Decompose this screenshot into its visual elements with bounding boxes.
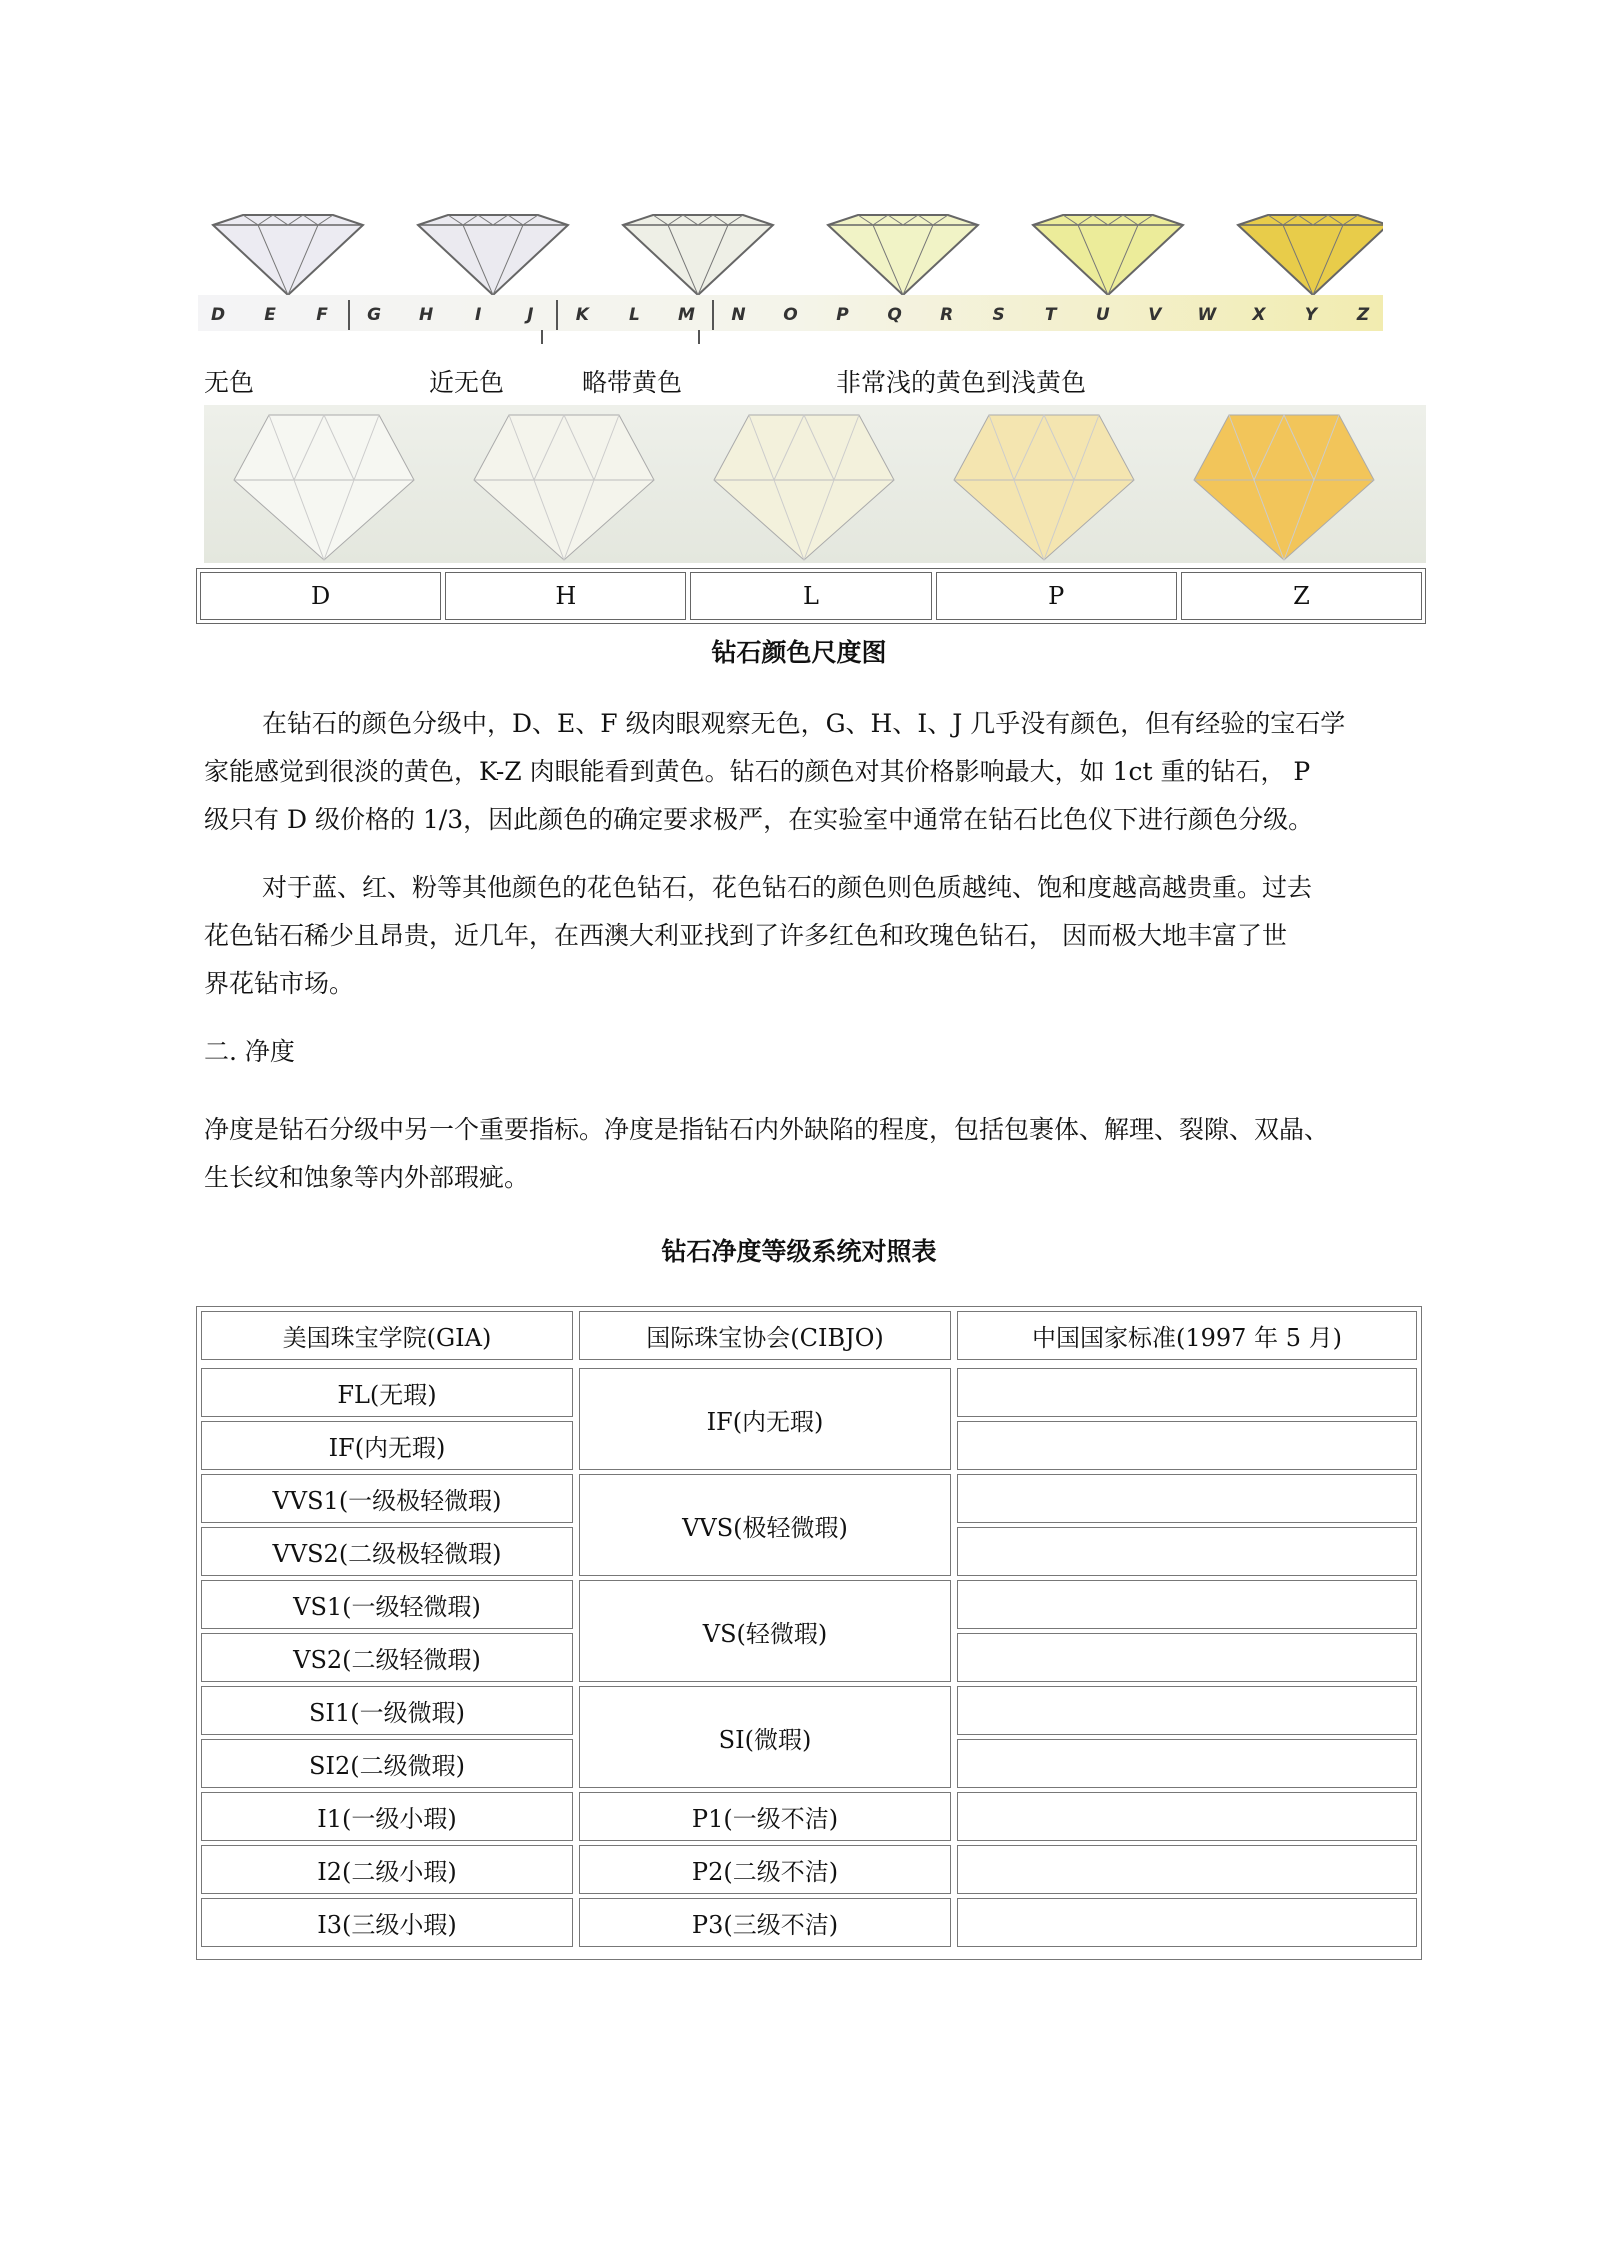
diamond-color-strip: [198, 210, 1383, 340]
grade-letter-s: S: [992, 305, 1005, 325]
grade-letter-i: I: [475, 305, 482, 325]
paragraph-line: 家能感觉到很淡的黄色，K-Z 肉眼能看到黄色。钻石的颜色对其价格影响最大，如 1ct 重的钻石， P: [204, 757, 1311, 786]
gia-grade-cell: IF(内无瑕): [201, 1421, 573, 1470]
grade-letter-f: F: [316, 305, 328, 325]
cibjo-grade-cell: P3(三级不洁): [579, 1898, 951, 1947]
grade-divider-tick: [541, 330, 543, 344]
grade-letter-z: Z: [1356, 305, 1370, 325]
grade-letter-g: G: [367, 305, 382, 325]
china-standard-cell: [957, 1633, 1417, 1682]
paragraph-line: 生长纹和蚀象等内外部瑕疵。: [204, 1163, 530, 1192]
paragraph-line: 花色钻石稀少且昂贵，近几年，在西澳大利亚找到了许多红色和玫瑰色钻石， 因而极大地丰富了世: [204, 921, 1287, 950]
grade-letter-q: Q: [887, 305, 902, 325]
china-standard-cell: [957, 1898, 1417, 1947]
gia-grade-cell: I3(三级小瑕): [201, 1898, 573, 1947]
gia-grade-cell: FL(无瑕): [201, 1368, 573, 1417]
china-standard-cell: [957, 1686, 1417, 1735]
grade-separator: [712, 300, 714, 330]
cibjo-grade-cell: IF(内无瑕): [579, 1368, 951, 1470]
china-standard-cell: [957, 1527, 1417, 1576]
grade-separator: [556, 300, 558, 330]
paragraph-color-grading: [204, 700, 1426, 844]
grade-letter-j: J: [527, 305, 534, 325]
diamond-photo-strip: [204, 405, 1426, 563]
gia-grade-cell: VVS2(二级极轻微瑕): [201, 1527, 573, 1576]
grade-letter-x: X: [1252, 305, 1266, 325]
grade-letter-y: Y: [1304, 305, 1318, 325]
grade-separator: [348, 300, 350, 330]
grade-cell-p: P: [936, 572, 1177, 620]
section-heading-clarity: 二. 净度: [204, 1037, 295, 1066]
paragraph-fancy-color: [204, 864, 1426, 1008]
china-standard-cell: [957, 1421, 1417, 1470]
category-colorless: 无色: [204, 368, 255, 397]
grade-cell-z: Z: [1181, 572, 1422, 620]
paragraph-line: 级只有 D 级价格的 1/3，因此颜色的确定要求极严，在实验室中通常在钻石比色仪下进行颜色分级。: [204, 805, 1314, 834]
cibjo-grade-cell: P2(二级不洁): [579, 1845, 951, 1894]
grade-letter-o: O: [783, 305, 798, 325]
grade-letter-k: K: [575, 305, 589, 325]
gia-grade-cell: VVS1(一级极轻微瑕): [201, 1474, 573, 1523]
cibjo-grade-cell: SI(微瑕): [579, 1686, 951, 1788]
grade-cell-l: L: [690, 572, 931, 620]
cibjo-grade-cell: VVS(极轻微瑕): [579, 1474, 951, 1576]
grade-letter-p: P: [836, 305, 849, 325]
paragraph-line: 对于蓝、红、粉等其他颜色的花色钻石，花色钻石的颜色则色质越纯、饱和度越高越贵重。过去: [262, 873, 1313, 902]
photo-grade-table: [196, 568, 1426, 624]
clarity-table-title: 钻石净度等级系统对照表: [661, 1237, 937, 1266]
gia-grade-cell: VS1(一级轻微瑕): [201, 1580, 573, 1629]
grade-letter-e: E: [264, 305, 276, 325]
category-faint-yellow: 略带黄色: [582, 368, 683, 397]
table-header-cell: 中国国家标准(1997 年 5 月): [957, 1311, 1417, 1360]
china-standard-cell: [957, 1792, 1417, 1841]
china-standard-cell: [957, 1368, 1417, 1417]
grade-letter-t: T: [1044, 305, 1057, 325]
color-scale-caption: 钻石颜色尺度图: [711, 638, 887, 667]
paragraph-line: 界花钻市场。: [204, 969, 355, 998]
grade-letter-m: M: [677, 305, 695, 325]
grade-divider-tick: [698, 330, 700, 344]
gia-grade-cell: I1(一级小瑕): [201, 1792, 573, 1841]
grade-letter-r: R: [940, 305, 954, 325]
gia-grade-cell: I2(二级小瑕): [201, 1845, 573, 1894]
gia-grade-cell: SI1(一级微瑕): [201, 1686, 573, 1735]
paragraph-line: 在钻石的颜色分级中，D、E、F 级肉眼观察无色，G、H、I、J 几乎没有颜色，但有经验的宝石学: [262, 709, 1346, 738]
diamond-profiles-illustration: [198, 210, 1383, 300]
china-standard-cell: [957, 1845, 1417, 1894]
cibjo-grade-cell: P1(一级不洁): [579, 1792, 951, 1841]
gia-grade-cell: VS2(二级轻微瑕): [201, 1633, 573, 1682]
category-light-yellow: 非常浅的黄色到浅黄色: [836, 368, 1087, 397]
diamond-photos-illustration: [204, 405, 1426, 563]
gia-grade-cell: SI2(二级微瑕): [201, 1739, 573, 1788]
clarity-comparison-table: [196, 1306, 1422, 1960]
table-header-cell: 美国珠宝学院(GIA): [201, 1311, 573, 1360]
grade-letter-u: U: [1095, 305, 1110, 325]
paragraph-clarity: [204, 1106, 1426, 1202]
table-header-cell: 国际珠宝协会(CIBJO): [579, 1311, 951, 1360]
china-standard-cell: [957, 1474, 1417, 1523]
grade-letter-l: L: [628, 305, 640, 325]
grade-letter-v: V: [1148, 305, 1162, 325]
grade-letter-w: W: [1197, 305, 1217, 325]
grade-letter-d: D: [210, 305, 226, 325]
china-standard-cell: [957, 1739, 1417, 1788]
grade-cell-h: H: [445, 572, 686, 620]
category-near-colorless: 近无色: [429, 368, 505, 397]
grade-letter-n: N: [731, 305, 746, 325]
grade-cell-d: D: [200, 572, 441, 620]
grade-letter-h: H: [419, 305, 434, 325]
china-standard-cell: [957, 1580, 1417, 1629]
paragraph-line: 净度是钻石分级中另一个重要指标。净度是指钻石内外缺陷的程度，包括包裹体、解理、裂隙、双晶、: [204, 1115, 1330, 1144]
cibjo-grade-cell: VS(轻微瑕): [579, 1580, 951, 1682]
